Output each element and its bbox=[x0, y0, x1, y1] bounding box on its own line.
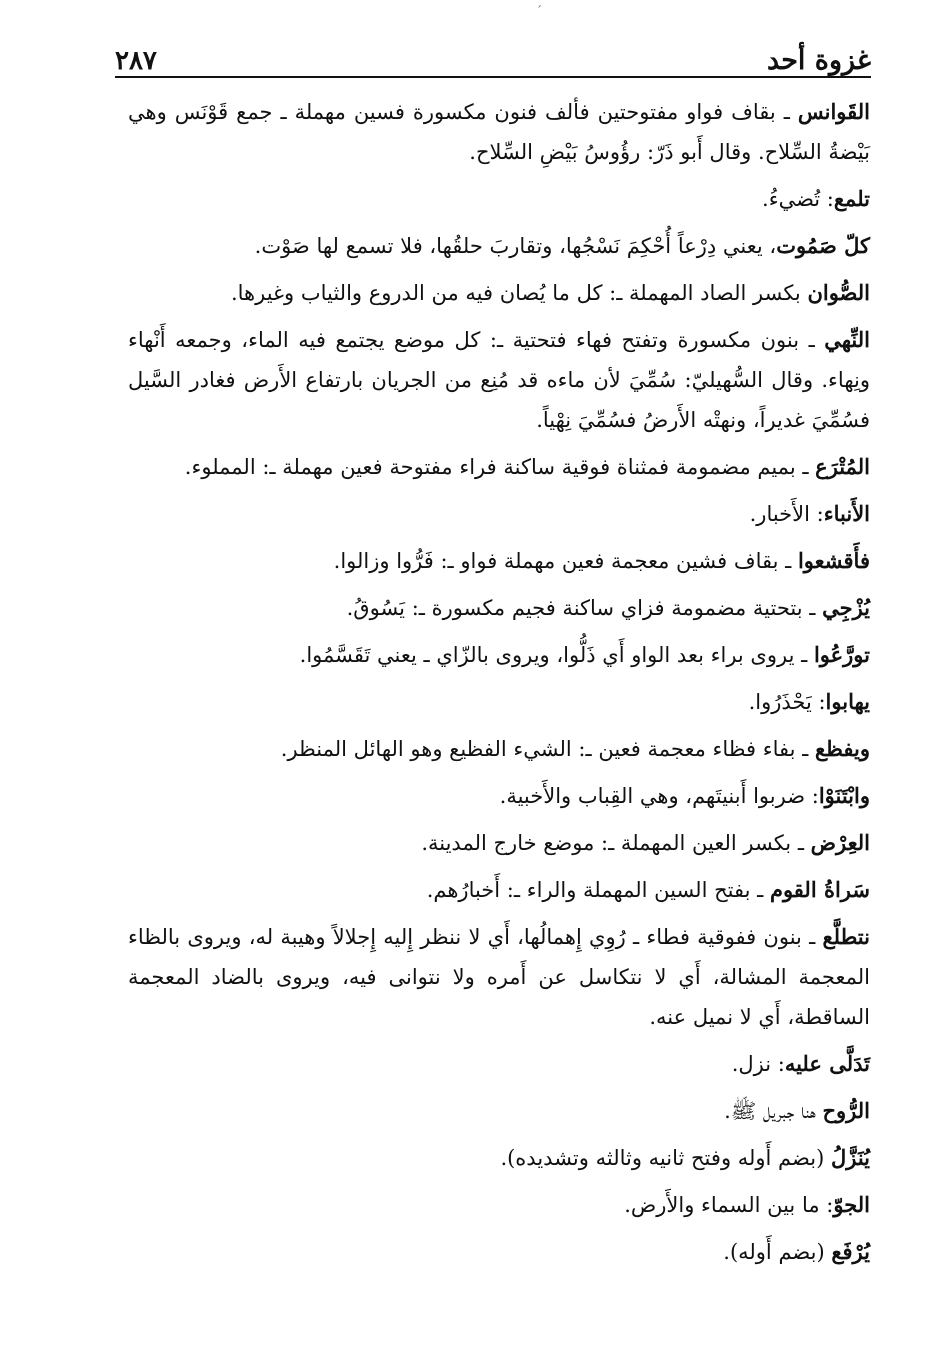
glossary-entry bbox=[128, 1232, 870, 1272]
entry-text: : الأَخبار. bbox=[749, 502, 824, 526]
entry-text: ـ يروى براء بعد الواو أَي ذَلُّوا، ويروى بالزّاي ـ يعني تَقَسَّمُوا. bbox=[299, 643, 814, 667]
entry-text: (بضم أَوله وفتح ثانيه وثالثه وتشديده). bbox=[500, 1146, 831, 1170]
entry-text: ـ بقاف فواو مفتوحتين فألف فنون مكسورة فسين مهملة ـ جمع قَوْنَس وهي بَيْضةُ السِّلاح. وقال أَبو ذَرّ: رؤُوسُ بَيْضِ السِّلاح. bbox=[128, 100, 870, 164]
glossary-entry bbox=[128, 179, 870, 219]
entry-text: بكسر الصاد المهملة ـ: كل ما يُصان فيه من الدروع والثياب وغيرها. bbox=[230, 281, 808, 305]
entry-term: تلمع bbox=[833, 186, 870, 211]
entry-text: ـ بفتح السين المهملة والراء ـ: أَخبارُهم. bbox=[426, 878, 770, 902]
entry-term: تورَّعُوا bbox=[813, 642, 870, 667]
entry-term: سَراةُ القوم bbox=[769, 877, 870, 902]
glossary-entry bbox=[128, 541, 870, 581]
entry-term: المُتْرَع bbox=[815, 454, 870, 479]
entry-term: وابْتَنَوْا bbox=[818, 783, 870, 808]
entry-term: يهابوا bbox=[825, 689, 870, 714]
entry-term: تَدَلَّى عليه bbox=[784, 1051, 870, 1076]
glossary-entry bbox=[128, 1185, 870, 1225]
glossary-entry bbox=[128, 320, 870, 440]
page-number: ٢٨٧ bbox=[115, 46, 157, 76]
glossary-entry bbox=[128, 494, 870, 534]
glossary-entry bbox=[128, 870, 870, 910]
entry-term: يُنَزَّلُ bbox=[830, 1145, 870, 1170]
entry-term: النِّهي bbox=[824, 327, 870, 352]
entry-term: ويفظع bbox=[814, 736, 870, 761]
glossary-entry bbox=[128, 588, 870, 628]
entry-term: الرُّوح bbox=[822, 1098, 870, 1123]
glossary-entry bbox=[128, 92, 870, 172]
entry-text: ـ بقاف فشين معجمة فعين مهملة فواو ـ: فَرُّوا وزالوا. bbox=[333, 549, 798, 573]
entry-text: ـ بميم مضمومة فمثناة فوقية ساكنة فراء مفتوحة فعين مهملة ـ: المملوء. bbox=[184, 455, 816, 479]
glossary-entry bbox=[128, 273, 870, 313]
glossary-entry bbox=[128, 776, 870, 816]
entry-term: كلّ صَمُوت bbox=[776, 233, 870, 258]
glossary-entry bbox=[128, 682, 870, 722]
stray-mark: ˊ bbox=[536, 4, 542, 18]
glossary-entry bbox=[128, 635, 870, 675]
glossary-entry bbox=[128, 917, 870, 1037]
entry-text: : يَحْذَرُوا. bbox=[748, 690, 826, 714]
glossary-entry bbox=[128, 729, 870, 769]
entry-text: : ما بين السماء والأَرض. bbox=[624, 1193, 834, 1217]
entry-term: القَوانس bbox=[797, 99, 870, 124]
entry-term: نتطلَّع bbox=[822, 924, 870, 949]
glossary-entry bbox=[128, 1044, 870, 1084]
glossary-entry bbox=[128, 447, 870, 487]
entry-term: يُزْجِي bbox=[822, 595, 870, 620]
entry-term: الصُّوان bbox=[807, 280, 870, 305]
entry-text: هنا جبريل ﷺ. bbox=[724, 1099, 823, 1123]
entry-text: ـ بكسر العين المهملة ـ: موضع خارج المدينة. bbox=[421, 831, 811, 855]
entry-term: الأَنباء bbox=[823, 501, 870, 526]
glossary-entry bbox=[128, 1091, 870, 1131]
header-rule bbox=[115, 76, 871, 78]
entry-term: يُرْفَع bbox=[831, 1239, 870, 1264]
glossary-entry bbox=[128, 1138, 870, 1178]
glossary-content bbox=[128, 92, 870, 1315]
entry-text: : تُضيءُ. bbox=[762, 187, 834, 211]
entry-text: ـ بفاء فظاء معجمة فعين ـ: الشيء الفظيع وهو الهائل المنظر. bbox=[280, 737, 815, 761]
glossary-entry bbox=[128, 226, 870, 266]
entry-text: : نزل. bbox=[731, 1052, 785, 1076]
entry-text: ـ بتحتية مضمومة فزاي ساكنة فجيم مكسورة ـ: يَسُوقُ. bbox=[346, 596, 823, 620]
entry-text: ـ بنون مكسورة وتفتح فهاء فتحتية ـ: كل موضع يجتمع فيه الماء، وجمعه أَنْهاء ونِهاء. وقال السُّهيليّ: سُمِّيَ لأن ماءه قد مُنِع من الجريان بارتفاع الأَرض فغادر السَّيل فسُمِّيَ غديراً، ونهتْه الأَرضُ فسُمِّيَ نِهْياً. bbox=[128, 328, 870, 432]
entry-term: فأَقشعوا bbox=[797, 548, 870, 573]
entry-term: الجوّ bbox=[833, 1192, 870, 1217]
entry-text: ، يعني دِرْعاً أُحْكِمَ نَسْجُها، وتقاربَ حلقُها، فلا تسمع لها صَوْت. bbox=[254, 234, 777, 258]
entry-text: ـ بنون ففوقية فطاء ـ رُوِي إِهمالُها، أَي لا ننظر إِليه إِجلالاً وهيبة له، ويروى بالظاء المعجمة المشالة، أَي لا نتكاسل عن أَمره ولا نتوانى فيه، ويروى بالضاد المعجمة الساقطة، أَي لا نميل عنه. bbox=[128, 925, 870, 1029]
page-header bbox=[115, 36, 871, 76]
entry-term: العِرْض bbox=[810, 830, 870, 855]
entry-text: : ضربوا أَبنيتَهم، وهي القِباب والأَخبية. bbox=[499, 784, 819, 808]
entry-text: (بضم أَوله). bbox=[723, 1240, 832, 1264]
chapter-title: غزوة أحد bbox=[767, 45, 871, 76]
glossary-entry bbox=[128, 823, 870, 863]
